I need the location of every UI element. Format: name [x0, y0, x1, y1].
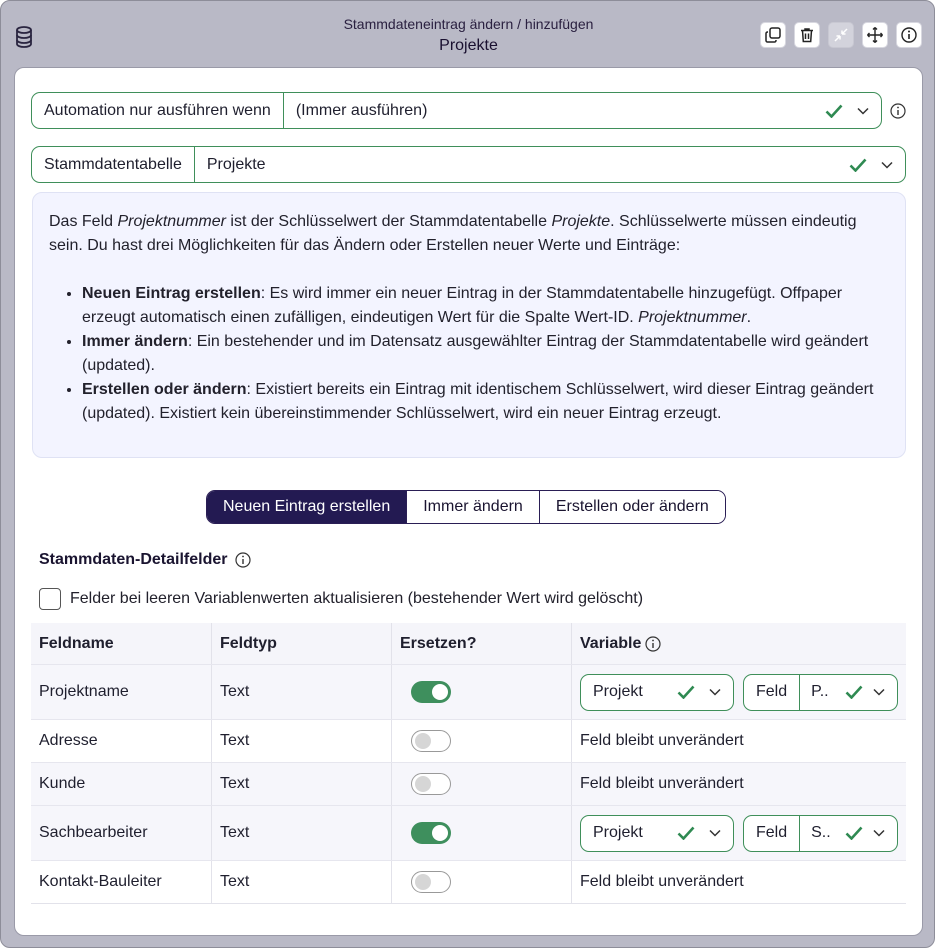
chevron-down-icon	[709, 688, 721, 696]
chevron-down-icon	[873, 688, 885, 696]
chevron-down-icon	[873, 829, 885, 837]
window-title: Projekte	[439, 37, 498, 54]
check-icon	[845, 685, 863, 699]
table-row	[31, 719, 906, 762]
header-replace: Ersetzen?	[391, 623, 571, 664]
chevron-down-icon	[881, 161, 893, 169]
row-fieldname: Projektname	[39, 683, 129, 700]
chevron-down-icon	[857, 107, 869, 115]
row-unchanged-text: Feld bleibt unverändert	[571, 720, 906, 762]
copy-icon	[764, 26, 782, 44]
automation-condition-select[interactable]	[31, 92, 882, 129]
row-fieldname: Adresse	[39, 732, 98, 749]
mode-tab-create-or-update[interactable]: Erstellen oder ändern	[540, 491, 725, 523]
master-table-label: Stammdatentabelle	[32, 147, 195, 182]
mode-segmented-control	[206, 490, 726, 524]
check-icon	[849, 158, 867, 172]
content-panel	[14, 67, 923, 936]
check-icon	[825, 104, 843, 118]
info-button[interactable]	[896, 22, 922, 48]
replace-toggle[interactable]	[411, 773, 451, 795]
titlebar	[1, 1, 935, 67]
collapse-icon	[832, 26, 850, 44]
replace-toggle[interactable]	[411, 822, 451, 844]
row-fieldname: Kontakt-Bauleiter	[39, 873, 162, 890]
row-fieldtype: Text	[211, 720, 391, 762]
master-table-select[interactable]	[31, 146, 906, 183]
variable-source-select[interactable]: Projekt	[580, 674, 734, 711]
replace-toggle[interactable]	[411, 681, 451, 703]
row-unchanged-text: Feld bleibt unverändert	[571, 763, 906, 805]
detail-fields-table	[31, 623, 906, 904]
note-option: • Neuen Eintrag erstellen: Es wird immer ein neuer Eintrag in der Stammdatentabelle hinzugefügt. Offpaper erzeugt automatisch einen zufälligen, eindeutigen Wert für die Spalte Wert-ID. Projektnummer.	[82, 282, 889, 330]
variable-source-select[interactable]: Projekt	[580, 815, 734, 852]
copy-button[interactable]	[760, 22, 786, 48]
replace-toggle[interactable]	[411, 871, 451, 893]
row-unchanged-text: Feld bleibt unverändert	[571, 861, 906, 903]
table-row	[31, 805, 906, 860]
window-subtitle: Stammdateneintrag ändern / hinzufügen	[343, 16, 594, 32]
details-info-icon[interactable]	[235, 552, 251, 568]
update-empty-values-checkbox[interactable]	[39, 588, 61, 610]
move-button[interactable]	[862, 22, 888, 48]
row-fieldtype: Text	[211, 861, 391, 903]
variable-field-select[interactable]: Feld P..	[743, 674, 898, 711]
automation-condition-value: (Immer ausführen)	[295, 101, 428, 119]
table-header	[31, 623, 906, 664]
row-fieldtype: Text	[211, 665, 391, 719]
mode-tab-create[interactable]: Neuen Eintrag erstellen	[207, 491, 407, 523]
check-icon	[677, 826, 695, 840]
mode-tab-update[interactable]: Immer ändern	[407, 491, 540, 523]
check-icon	[845, 826, 863, 840]
variable-field-select[interactable]: Feld S..	[743, 815, 898, 852]
note-option: • Erstellen oder ändern: Existiert bereits ein Eintrag mit identischem Schlüsselwert, wird dieser Eintrag geändert (updated). Existiert kein übereinstimmender Schlüsselwert, wird ein neuer Eintrag erzeugt.	[82, 378, 889, 426]
table-row	[31, 762, 906, 805]
master-table-value: Projekte	[206, 155, 266, 173]
header-fieldtype: Feldtyp	[211, 623, 391, 664]
row-fieldtype: Text	[211, 806, 391, 860]
row-fieldname: Sachbearbeiter	[39, 824, 148, 841]
details-section-title: Stammdaten-Detailfelder	[39, 551, 251, 569]
variable-info-icon[interactable]	[645, 636, 661, 652]
check-icon	[677, 685, 695, 699]
update-empty-values-label: Felder bei leeren Variablenwerten aktualisieren (bestehender Wert wird gelöscht)	[70, 590, 644, 607]
row-fieldtype: Text	[211, 763, 391, 805]
automation-info-icon[interactable]	[890, 103, 906, 119]
table-row	[31, 860, 906, 903]
header-fieldname: Feldname	[39, 634, 114, 652]
replace-toggle[interactable]	[411, 730, 451, 752]
trash-icon	[798, 26, 816, 44]
table-row	[31, 664, 906, 719]
collapse-button[interactable]	[828, 22, 854, 48]
note-intro: Das Feld Projektnummer ist der Schlüsselwert der Stammdatentabelle Projekte. Schlüsselwerte müssen eindeutig sein. Du hast drei Möglichkeiten für das Ändern oder Erstellen neuer Werte und Einträge:	[49, 213, 857, 254]
automation-condition-label: Automation nur ausführen wenn	[32, 93, 284, 128]
delete-button[interactable]	[794, 22, 820, 48]
note-options-list	[49, 282, 889, 426]
update-empty-values-option	[39, 588, 643, 610]
chevron-down-icon	[709, 829, 721, 837]
note-option: • Immer ändern: Ein bestehender und im Datensatz ausgewählter Eintrag der Stammdatentabelle wird geändert (updated).	[82, 330, 889, 378]
info-icon	[900, 26, 918, 44]
table-bottom-border	[31, 903, 906, 904]
row-fieldname: Kunde	[39, 775, 86, 792]
move-icon	[866, 26, 884, 44]
header-variable: Variable	[571, 623, 906, 664]
info-note	[32, 192, 906, 458]
